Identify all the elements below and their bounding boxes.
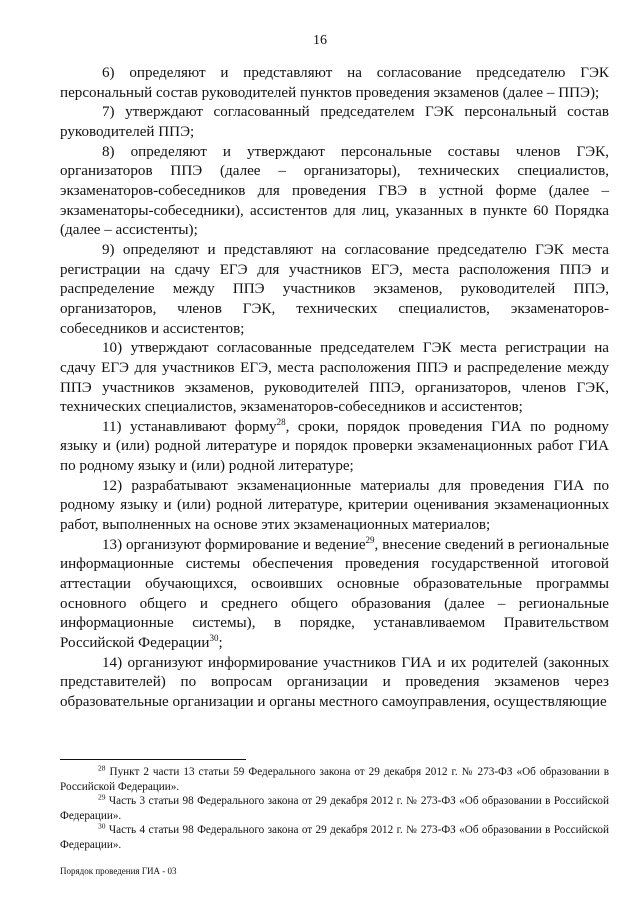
page-number: 16 (313, 33, 327, 48)
footnote-ref-29[interactable]: 29 (365, 534, 375, 545)
paragraph-item-12: 12) разрабатывают экзаменационные материалы для проведения ГИА по родному языку и (или) родной литературе, критерии оценивания экзаменационных работ, выполненных на основе этих экзаменационных материалов; (60, 477, 609, 534)
footnote-number: 29 (98, 792, 106, 802)
footnote-separator (60, 759, 246, 760)
paragraph-item-11 (60, 418, 609, 477)
footnote-28 (60, 765, 609, 794)
footnote-text: Часть 3 статьи 98 Федерального закона от 29 декабря 2012 г. № 273-ФЗ «Об образовании в Российской Федерации». (60, 795, 609, 822)
footnote-text: Пункт 2 части 13 статьи 59 Федерального закона от 29 декабря 2012 г. № 273-ФЗ «Об образовании в Российской Федерации». (60, 766, 609, 793)
footnote-text: Часть 4 статьи 98 Федерального закона от 29 декабря 2012 г. № 273-ФЗ «Об образовании в Российской Федерации». (60, 824, 609, 851)
paragraph-text: , сроки, порядок проведения ГИА по родному языку и (или) родной литературе и порядок проверки экзаменационных работ ГИА по родному языку и (или) родной литературе; (60, 418, 609, 475)
paragraph-item-9: 9) определяют и представляют на согласование председателю ГЭК места регистрации на сдачу ЕГЭ для участников ЕГЭ, места расположения ППЭ и распределение между ППЭ участников экзаменов, руководителей ППЭ, организаторов, членов ГЭК, технических специалистов, экзаменаторов-собеседников и ассистентов; (60, 241, 609, 337)
paragraph-text: 13) организуют формирование и ведение (102, 536, 366, 553)
footnote-30 (60, 823, 609, 852)
paragraph-item-13 (60, 536, 609, 654)
paragraph-text: , внесение сведений в региональные информационные системы обеспечения проведения государственной итоговой аттестации обучающихся, освоивших основные образовательные программы основного общего и среднего общего образования (далее – региональные информационные системы), в порядке, устанавливаемом Правительством Российской Федерации (60, 536, 609, 652)
body-text (60, 64, 609, 713)
paragraph-text: 11) устанавливают форму (102, 418, 277, 435)
paragraph-item-7: 7) утверждают согласованный председателем ГЭК персональный состав руководителей ППЭ; (60, 104, 609, 140)
footnotes (60, 765, 609, 852)
paragraph-item-14: 14) организуют информирование участников ГИА и их родителей (законных представителей) по вопросам организации и проведения экзаменов через образовательные организации и органы местного самоуправления, осуществляющие (60, 654, 609, 710)
footnote-ref-30[interactable]: 30 (209, 633, 219, 643)
paragraph-text: ; (218, 635, 223, 652)
paragraph-item-8: 8) определяют и утверждают персональные составы членов ГЭК, организаторов ППЭ (далее – организаторы), технических специалистов, экзаменаторов-собеседников для проведения ГВЭ в устной форме (далее – экзаменаторы-собеседники), ассистентов для лиц, указанных в пункте 60 Порядка (далее – ассистенты); (60, 143, 609, 239)
footnote-number: 30 (98, 821, 106, 831)
document-footer: Порядок проведения ГИА - 03 (60, 866, 177, 876)
footnote-29 (60, 794, 609, 823)
paragraph-item-10: 10) утверждают согласованные председателем ГЭК места регистрации на сдачу ЕГЭ для участников ЕГЭ, места расположения ППЭ и распределение между ППЭ участников экзаменов, руководителей ППЭ, организаторов, членов ГЭК, технических специалистов, экзаменаторов-собеседников и ассистентов; (60, 340, 609, 416)
paragraph-item-6: 6) определяют и представляют на согласование председателю ГЭК персональный состав руководителей пунктов проведения экзаменов (далее – ППЭ); (60, 65, 609, 101)
footnote-ref-28[interactable]: 28 (276, 416, 286, 427)
footnote-number: 28 (98, 763, 106, 773)
